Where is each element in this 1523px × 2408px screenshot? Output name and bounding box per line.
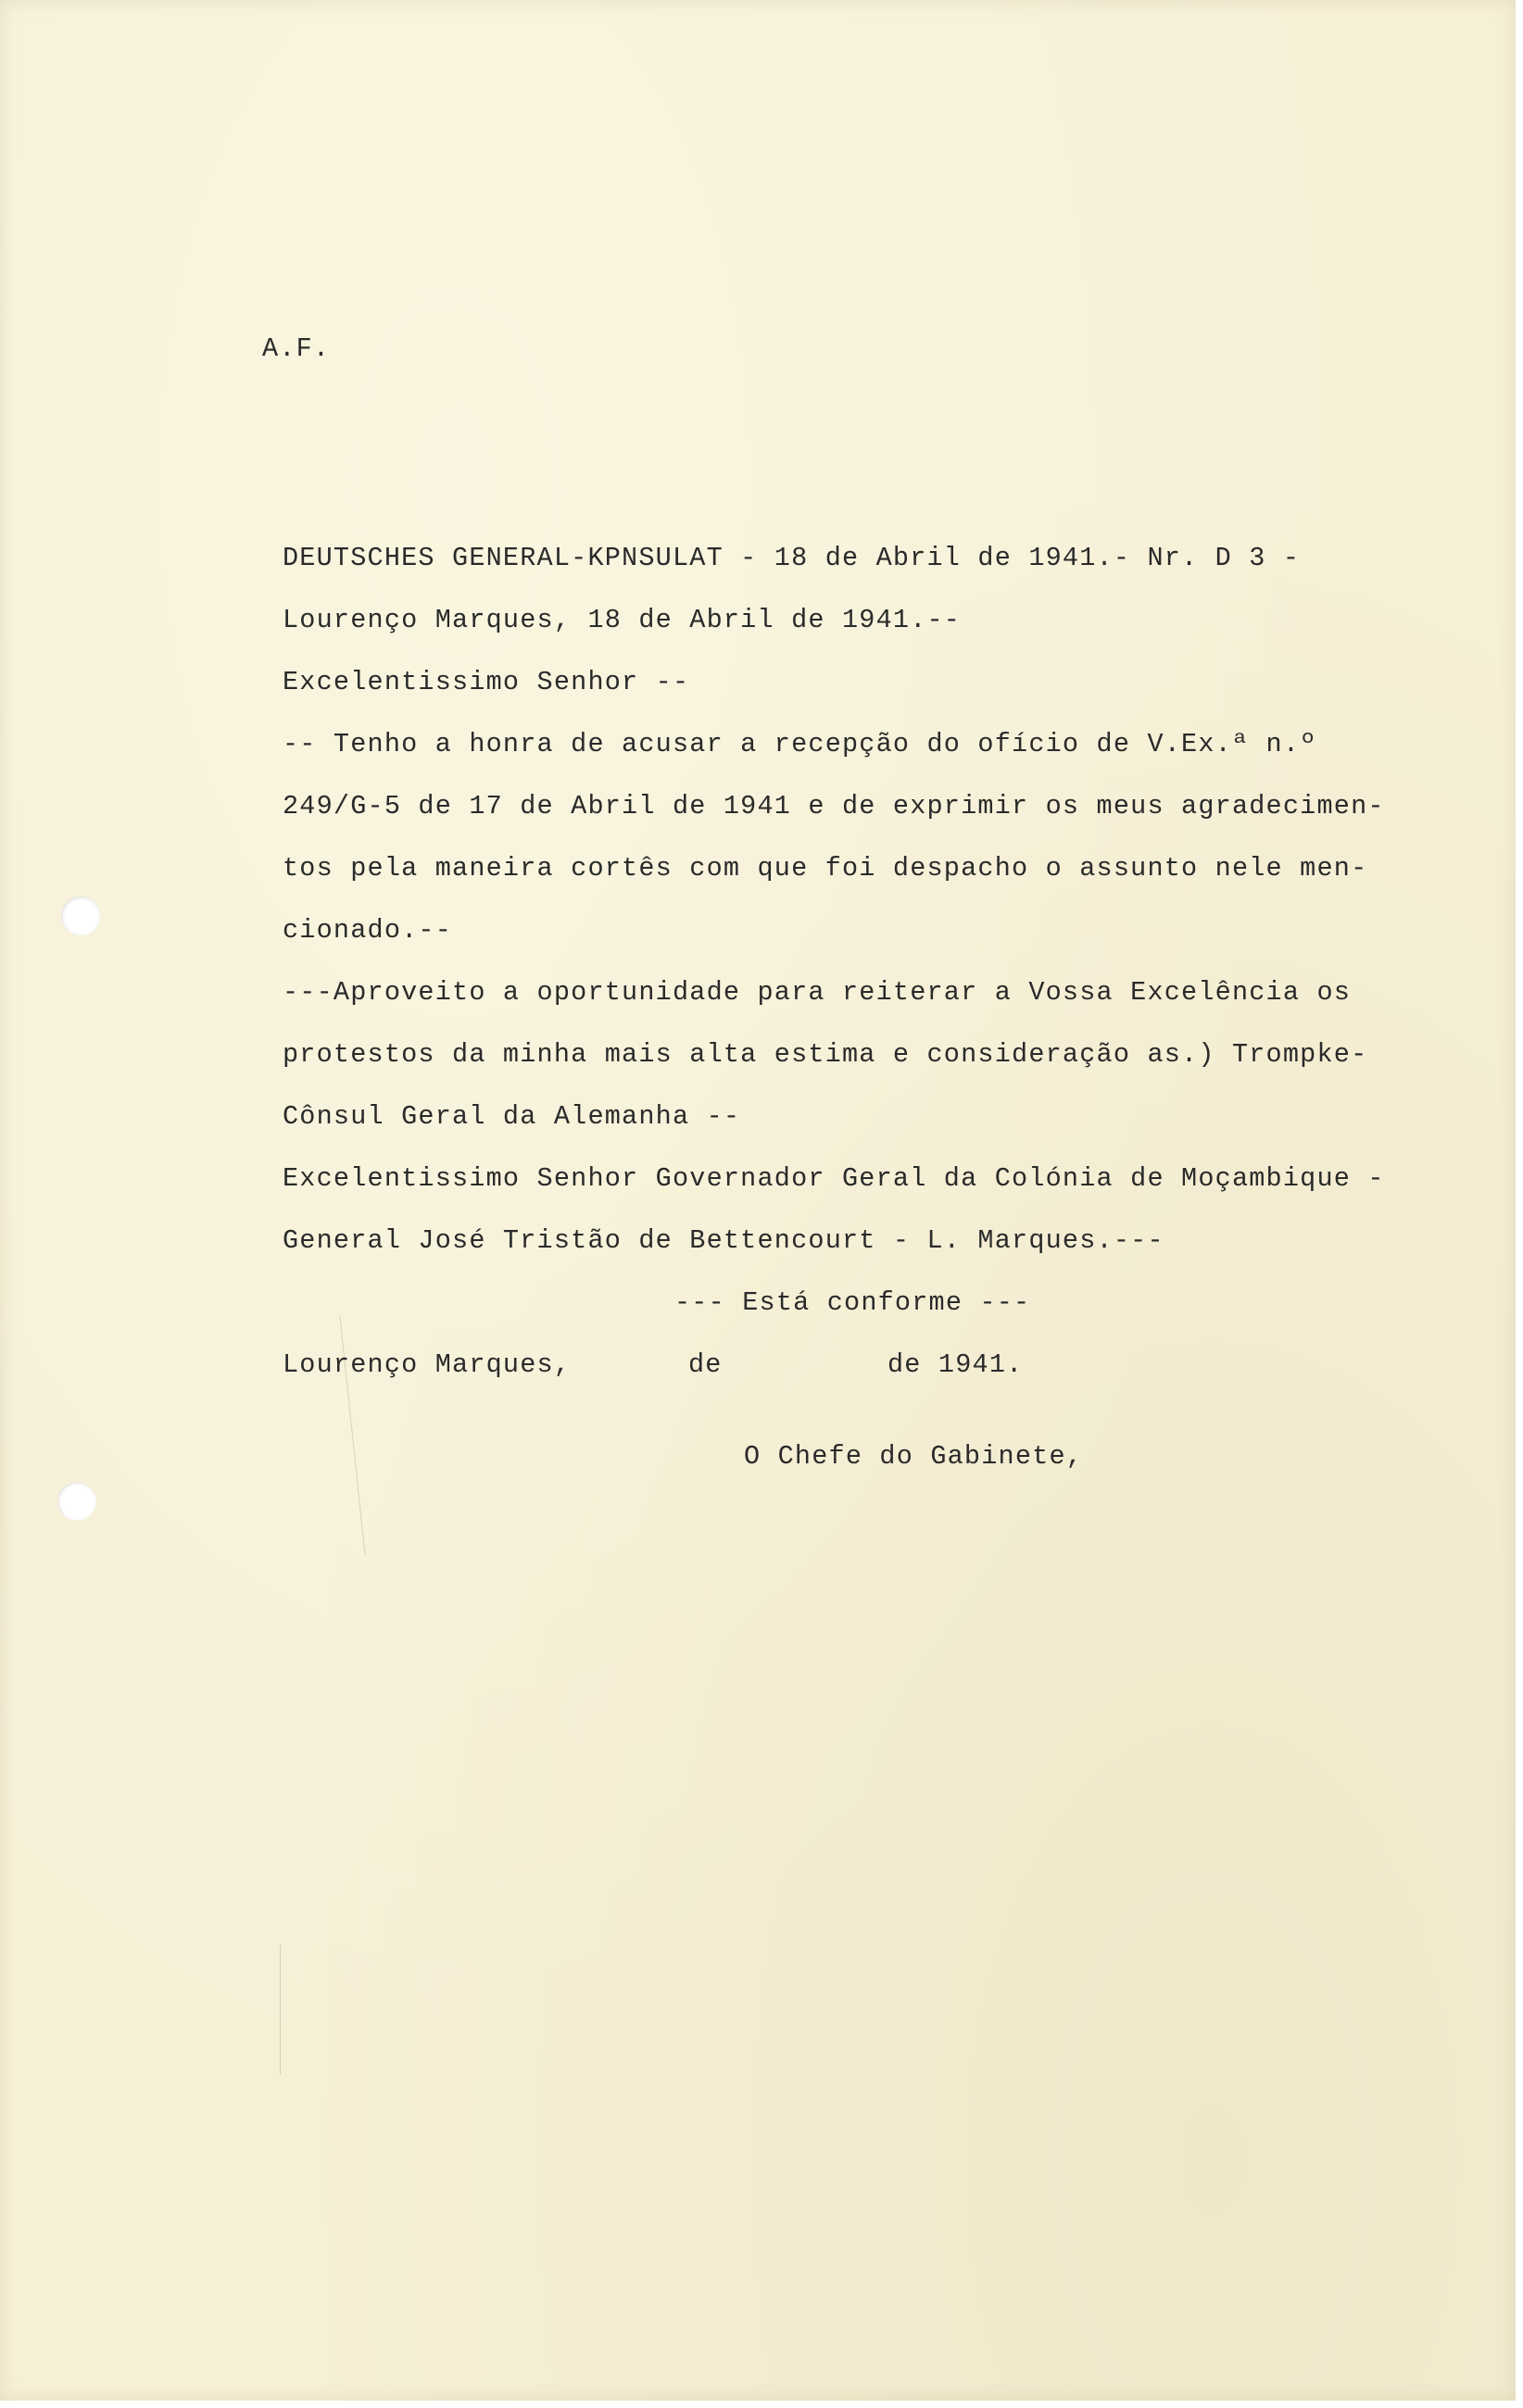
date-place: Lourenço Marques, — [283, 1349, 572, 1380]
text-line: tos pela maneira cortês com que foi despacho o assunto nele men- — [283, 853, 1368, 884]
header-initials: A.F. — [262, 333, 331, 364]
paper-crease — [280, 1945, 281, 2075]
date-de: de — [688, 1349, 723, 1380]
date-year: de 1941. — [887, 1349, 1024, 1380]
text-line: Cônsul Geral da Alemanha -- — [283, 1101, 741, 1132]
text-line: Excelentissimo Senhor Governador Geral da Colónia de Moçambique - — [283, 1163, 1385, 1194]
punch-hole — [61, 897, 100, 935]
text-line: ---Aproveito a oportunidade para reiterar a Vossa Excelência os — [283, 977, 1352, 1008]
text-line: Excelentissimo Senhor -- — [283, 667, 690, 697]
text-line: protestos da minha mais alta estima e consideração as.) Trompke- — [283, 1039, 1368, 1070]
text-line: Lourenço Marques, 18 de Abril de 1941.-- — [283, 605, 962, 635]
scan-border — [0, 2401, 1523, 2408]
text-line: DEUTSCHES GENERAL-KPNSULAT - 18 de Abril de 1941.- Nr. D 3 - — [283, 543, 1301, 573]
punch-hole — [57, 1482, 96, 1521]
signature-line: O Chefe do Gabinete, — [744, 1441, 1084, 1472]
text-line: General José Tristão de Bettencourt - L. Marques.--- — [283, 1225, 1164, 1256]
conformity-line: --- Está conforme --- — [674, 1287, 1031, 1318]
text-line: 249/G-5 de 17 de Abril de 1941 e de exprimir os meus agradecimen- — [283, 791, 1385, 821]
text-line: -- Tenho a honra de acusar a recepção do ofício de V.Ex.ª n.º — [283, 729, 1317, 759]
scan-border — [1516, 0, 1523, 2408]
text-line: cionado.-- — [283, 915, 453, 946]
